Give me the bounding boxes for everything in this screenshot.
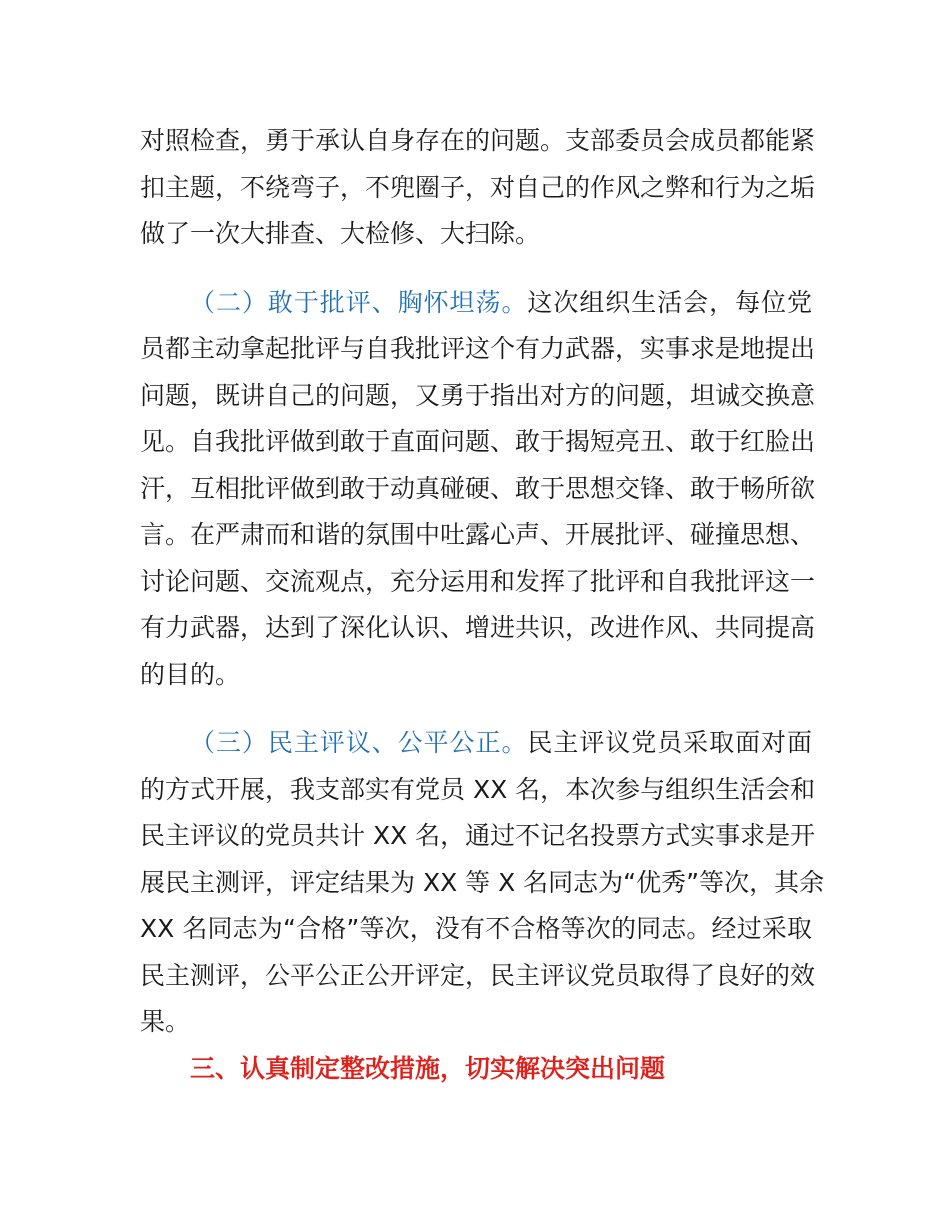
text-line-first xyxy=(140,280,812,327)
text-line: 民主评议的党员共计 XX 名，通过不记名投票方式实事求是开 xyxy=(140,821,816,850)
text-line: 的目的。 xyxy=(140,659,241,689)
text-line: 问题，既讲自己的问题，又勇于指出对方的问题，坦诚交换意 xyxy=(140,380,816,410)
text-line: 汗，互相批评做到敢于动真碰硬、敢于思想交锋、敢于畅所欲 xyxy=(140,473,816,503)
paragraph-democratic-review xyxy=(140,720,825,1046)
text-line: XX 名同志为“合格”等次，没有不合格等次的同志。经过采取 xyxy=(140,914,812,943)
subheading-criticism: （二）敢于批评、胸怀坦荡。 xyxy=(190,287,528,317)
text-run: 民主评议党员采取面对面 xyxy=(527,728,812,757)
subheading-democratic-review: （三）民主评议、公平公正。 xyxy=(190,728,528,757)
document-page xyxy=(140,118,825,1092)
text-line: 果。 xyxy=(140,1007,191,1036)
text-line: 讨论问题、交流观点，充分运用和发挥了批评和自我批评这一 xyxy=(140,566,816,596)
section-heading-rectification: 三、认真制定整改措施，切实解决突出问题 xyxy=(190,1053,666,1083)
text-line-first xyxy=(140,720,812,767)
text-line: 员都主动拿起批评与自我批评这个有力武器，实事求是地提出 xyxy=(140,334,816,363)
paragraph-criticism xyxy=(140,280,816,699)
text-line: 的方式开展，我支部实有党员 XX 名，本次参与组织生活会和 xyxy=(140,774,816,804)
paragraph-self-examination xyxy=(140,118,816,258)
text-line: 言。在严肃而和谐的氛围中吐露心声、开展批评、碰撞思想、 xyxy=(140,520,816,549)
text-line: 对照检查，勇于承认自身存在的问题。支部委员会成员都能紧 xyxy=(140,126,816,155)
text-line: 见。自我批评做到敢于直面问题、敢于揭短亮丑、敢于红脸出 xyxy=(140,427,816,456)
text-line: 展民主测评，评定结果为 XX 等 X 名同志为“优秀”等次，其余 xyxy=(140,867,825,897)
text-line: 有力武器，达到了深化认识、增进共识，改进作风、共同提高 xyxy=(140,613,816,642)
text-line: 扣主题，不绕弯子，不兜圈子，对自己的作风之弊和行为之垢 xyxy=(140,172,816,202)
text-line: 民主测评，公平公正公开评定，民主评议党员取得了良好的效 xyxy=(140,960,816,990)
text-line: 做了一次大排查、大检修、大扫除。 xyxy=(140,219,541,248)
text-run: 这次组织生活会，每位党 xyxy=(527,287,812,317)
